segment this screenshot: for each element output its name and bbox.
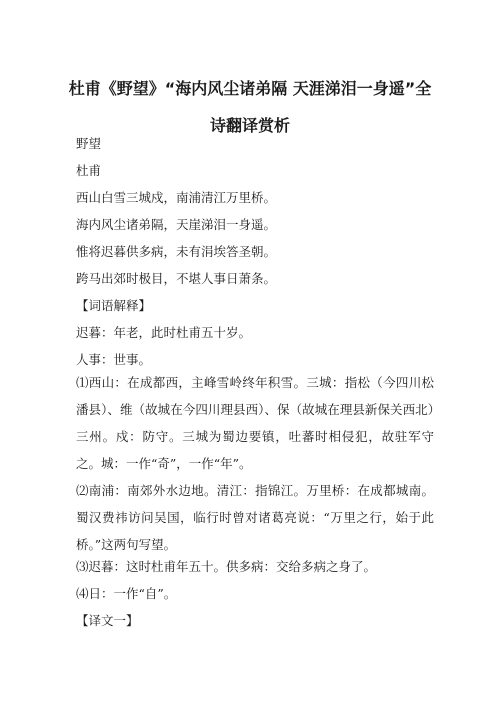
translation-heading: 【译文一】: [76, 613, 139, 628]
note-1: ⑴西山：在成都西，主峰雪岭终年积雪。三城：指松（今四川松潘县）、维（故城在今四川理县西）、保（故城在理县新保关西北）三州。戍：防守。三城为蜀边要镇，吐蕃时相侵犯，故驻军守之。城：一作“奇”，一作“年”。: [76, 375, 434, 471]
vocab-heading: 【词语解释】: [76, 298, 152, 313]
note-3: ⑶迟暮：这时杜甫年五十。供多病：交给多病之身了。: [76, 559, 377, 574]
poem-line-4: 跨马出郊时极目，不堪人事日萧条。: [76, 271, 277, 286]
poem-author: 杜甫: [76, 163, 102, 178]
poem-line-2: 海内风尘诸弟隔，天崖涕泪一身遥。: [76, 217, 277, 232]
note-4: ⑷日：一作“自”。: [76, 586, 177, 601]
poem-line-1: 西山白雪三城戍，南浦清江万里桥。: [76, 190, 277, 205]
poem-title: 野望: [76, 136, 102, 151]
note-chimu: 迟暮：年老，此时杜甫五十岁。: [76, 325, 252, 340]
poem-line-3: 惟将迟暮供多病，未有涓埃答圣朝。: [76, 244, 277, 259]
document-title-line-1: 杜甫《野望》“海内风尘诸弟隔 天涯涕泪一身遥”全: [68, 79, 432, 98]
note-renshi: 人事：世事。: [76, 352, 152, 367]
document-title-line-2: 诗翻译赏析: [209, 116, 290, 135]
note-2: ⑵南浦：南郊外水边地。清江：指锦江。万里桥：在成都城南。蜀汉费祎访问吴国，临行时曾对诸葛亮说：“万里之行，始于此桥。”这两句写望。: [76, 483, 434, 552]
